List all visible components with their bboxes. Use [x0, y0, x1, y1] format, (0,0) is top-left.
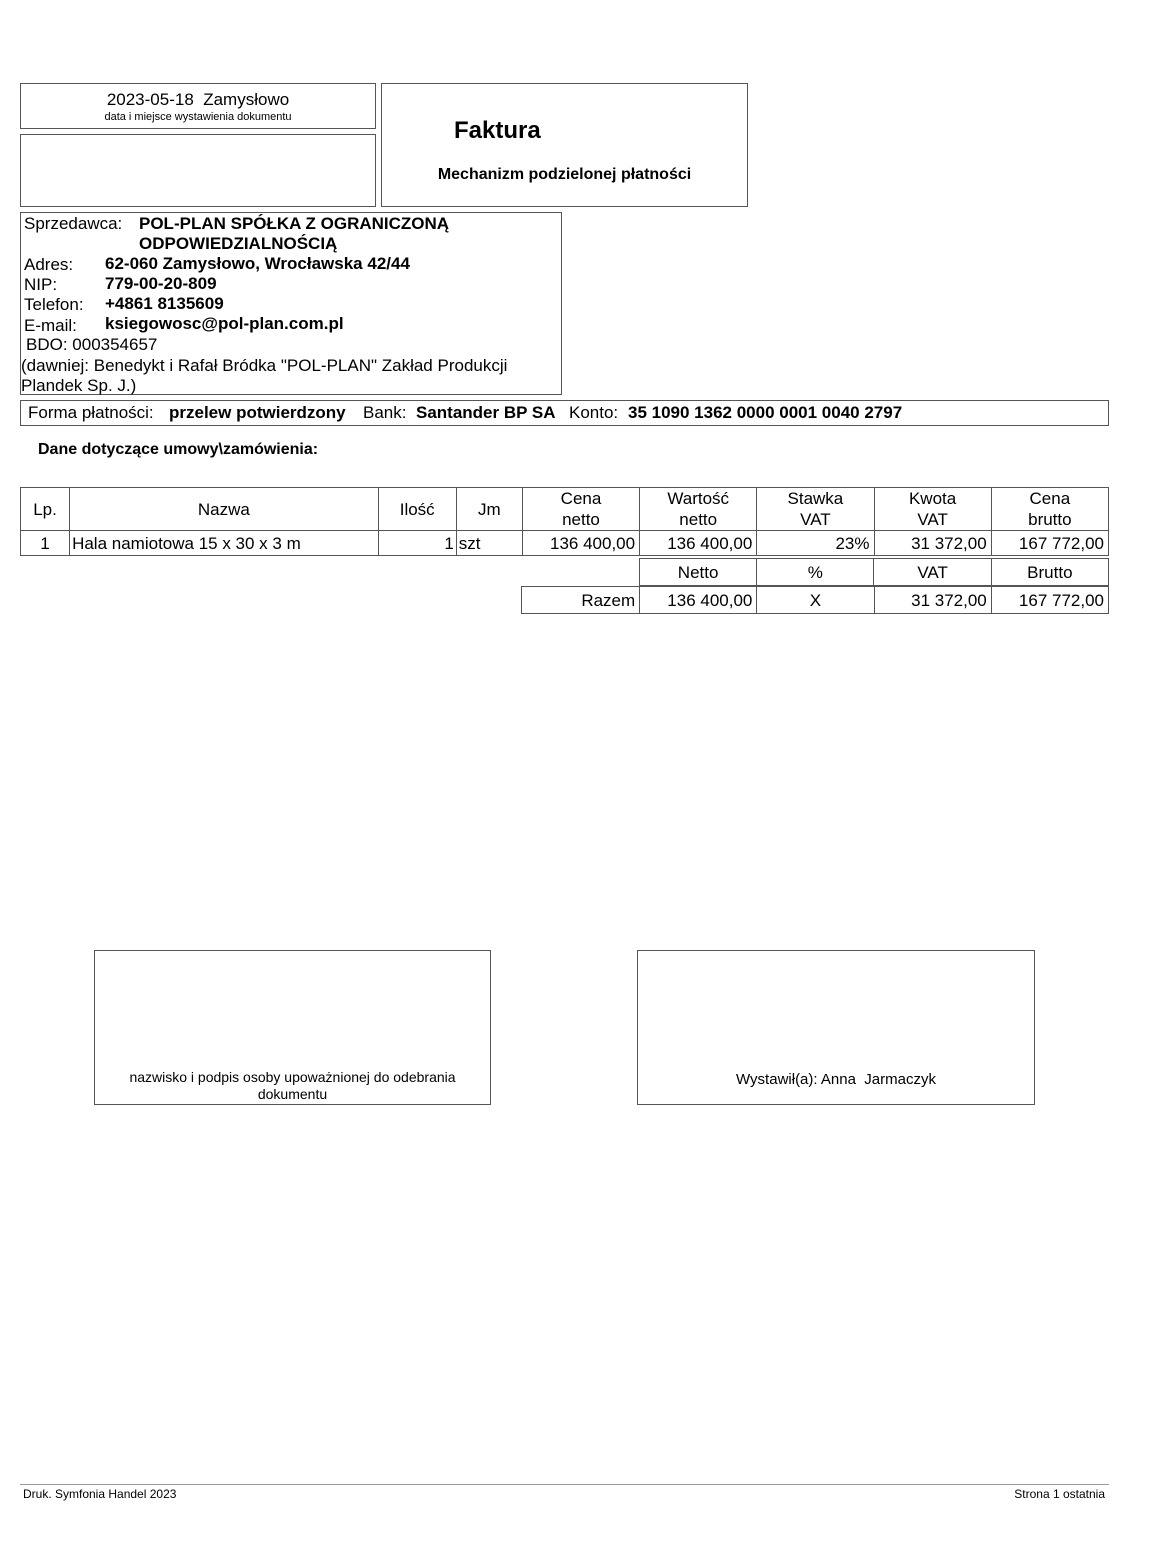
- col-header-qty: Ilość: [378, 488, 456, 531]
- seller-address: 62-060 Zamysłowo, Wrocławska 42/44: [105, 254, 410, 273]
- seller-phone-label: Telefon:: [24, 295, 84, 314]
- seller-phone: +4861 8135609: [105, 294, 224, 313]
- recipient-signature-box: [94, 950, 491, 1105]
- items-table: [20, 487, 1109, 556]
- payment-method: przelew potwierdzony: [169, 403, 346, 422]
- order-heading: Dane dotyczące umowy\zamówienia:: [38, 441, 319, 458]
- item-vat-amount: 31 372,00: [874, 531, 991, 556]
- document-subtitle: Mechanizm podzielonej płatności: [437, 166, 692, 183]
- footer-page-info: Strona 1 ostatnia: [1014, 1487, 1105, 1501]
- col-header-name: Nazwa: [70, 488, 379, 531]
- summary-header-table: [639, 558, 1109, 586]
- summary-header-gross: Brutto: [991, 559, 1108, 586]
- seller-former-name-line2: Plandek Sp. J.): [21, 376, 137, 395]
- item-value-net: 136 400,00: [640, 531, 757, 556]
- date-place-box: [20, 83, 376, 129]
- item-qty: 1: [378, 531, 456, 556]
- blank-box: [20, 134, 376, 207]
- col-header-price-net: Cena netto: [522, 488, 639, 531]
- footer-print-info: Druk. Symfonia Handel 2023: [23, 1487, 177, 1501]
- col-header-unit: Jm: [456, 488, 522, 531]
- summary-label: Razem: [522, 587, 640, 614]
- recipient-signature-caption-line1: nazwisko i podpis osoby upoważnionej do odebrania: [129, 1069, 456, 1085]
- bank-name: Santander BP SA: [416, 403, 556, 422]
- summary-net: 136 400,00: [640, 587, 757, 614]
- document-title-box: [381, 83, 748, 207]
- account-number: 35 1090 1362 0000 0001 0040 2797: [628, 403, 903, 422]
- col-header-vat-rate: Stawka VAT: [757, 488, 874, 531]
- issuer-signature-box: [637, 950, 1035, 1105]
- issuer-signature-caption: Wystawił(a): Anna Jarmaczyk: [736, 1071, 936, 1088]
- summary-header-pct: %: [757, 559, 874, 586]
- seller-box: [20, 212, 562, 395]
- summary-header-net: Netto: [640, 559, 757, 586]
- item-vat-rate: 23%: [757, 531, 874, 556]
- summary-gross: 167 772,00: [991, 587, 1108, 614]
- table-row: [21, 531, 1109, 556]
- seller-nip: 779-00-20-809: [105, 274, 217, 293]
- issue-date-place: 2023-05-18 Zamysłowo: [106, 90, 290, 109]
- col-header-value-net: Wartość netto: [640, 488, 757, 531]
- item-price-net: 136 400,00: [522, 531, 639, 556]
- footer-divider: [20, 1484, 1109, 1485]
- payment-method-label: Forma płatności:: [28, 403, 154, 422]
- seller-email-label: E-mail:: [24, 316, 77, 335]
- payment-box: [20, 400, 1109, 426]
- col-header-vat-amount: Kwota VAT: [874, 488, 991, 531]
- document-title: Faktura: [454, 117, 541, 144]
- summary-pct: X: [757, 587, 874, 614]
- item-lp: 1: [21, 531, 70, 556]
- col-header-price-gross: Cena brutto: [991, 488, 1108, 531]
- bank-label: Bank:: [363, 403, 407, 422]
- seller-nip-label: NIP:: [24, 275, 58, 294]
- issue-date-caption: data i miejsce wystawienia dokumentu: [104, 111, 292, 123]
- items-header-row: [21, 488, 1109, 531]
- seller-name-line2: ODPOWIEDZIALNOŚCIĄ: [139, 234, 338, 253]
- item-unit: szt: [456, 531, 522, 556]
- seller-email: ksiegowosc@pol-plan.com.pl: [105, 314, 344, 333]
- recipient-signature-caption-line2: dokumentu: [257, 1086, 328, 1102]
- seller-name-label: Sprzedawca:: [24, 214, 123, 233]
- item-name: Hala namiotowa 15 x 30 x 3 m: [70, 531, 379, 556]
- account-label: Konto:: [569, 403, 619, 422]
- seller-name-line1: POL-PLAN SPÓŁKA Z OGRANICZONĄ: [139, 214, 450, 233]
- seller-bdo: BDO: 000354657: [26, 335, 158, 354]
- summary-vat: 31 372,00: [874, 587, 991, 614]
- summary-header-vat: VAT: [874, 559, 991, 586]
- seller-former-name-line1: (dawniej: Benedykt i Rafał Bródka "POL-PLAN" Zakład Produkcji: [21, 356, 508, 375]
- col-header-lp: Lp.: [21, 488, 70, 531]
- item-price-gross: 167 772,00: [991, 531, 1108, 556]
- seller-address-label: Adres:: [24, 255, 74, 274]
- summary-table: [521, 586, 1109, 614]
